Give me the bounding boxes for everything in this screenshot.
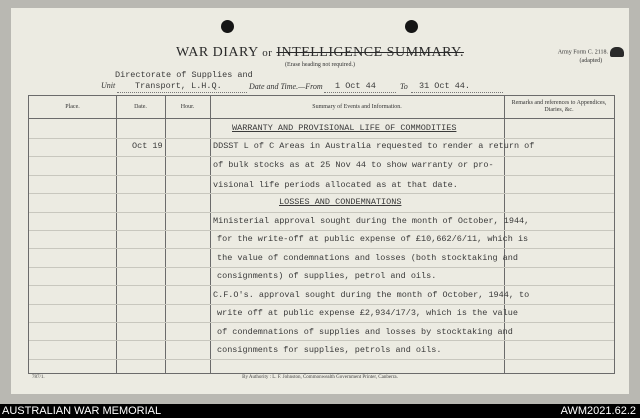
form-title — [11, 45, 629, 61]
col-header-summary: Summary of Events and Information. — [312, 103, 402, 110]
heading-losses: LOSSES AND CONDEMNATIONS — [279, 197, 402, 207]
col-header-remarks: Remarks and references to Appendices, Diaries, &c. — [511, 100, 607, 113]
ruled-line — [29, 285, 614, 286]
unit-name-line1: Directorate of Supplies and — [115, 70, 253, 80]
title-or: or — [262, 47, 273, 59]
entry-line: consignments) of supplies, petrol and oils. — [217, 271, 437, 281]
army-form-number: Army Form C. 2118. — [557, 49, 608, 56]
ruled-line — [29, 340, 614, 341]
to-label: To — [400, 82, 408, 91]
war-diary-sheet — [11, 8, 629, 394]
ruled-line — [29, 193, 614, 194]
unit-dotted-line — [117, 92, 247, 93]
caption-source: AUSTRALIAN WAR MEMORIAL — [2, 405, 162, 417]
ruled-line — [29, 359, 614, 360]
ruled-line — [29, 267, 614, 268]
header-divider — [29, 118, 614, 119]
diary-table — [28, 95, 615, 374]
ruled-line — [29, 248, 614, 249]
title-war-diary: WAR DIARY — [176, 45, 259, 60]
col-header-hour: Hour. — [180, 103, 195, 110]
heading-warranty: WARRANTY AND PROVISIONAL LIFE OF COMMODITIES — [232, 123, 457, 133]
entry-line: consignments for supplies, petrols and oils. — [217, 345, 442, 355]
entry-line: C.F.O's. approval sought during the month of October, 1944, to — [213, 290, 530, 300]
date-time-label: Date and Time.—From — [249, 82, 323, 91]
punch-hole-right — [405, 20, 418, 33]
entry-line: Ministerial approval sought during the month of October, 1944, — [213, 216, 530, 226]
entry-line: of condemnations of supplies and losses by stocktaking and — [217, 327, 513, 337]
ruled-line — [29, 156, 614, 157]
ruled-line — [29, 304, 614, 305]
printer-authority: By Authority : L. F. Johnston, Commonwealth Government Printer, Canberra. — [242, 375, 398, 380]
punch-hole-left — [221, 20, 234, 33]
caption-accession: AWM2021.62.2 — [560, 405, 636, 417]
date-to: 31 Oct 44. — [419, 81, 471, 91]
army-form-label — [558, 47, 624, 65]
ruled-line — [29, 322, 614, 323]
col-header-date: Date. — [134, 103, 147, 110]
entry-date: Oct 19 — [132, 141, 163, 151]
ruled-line — [29, 175, 614, 176]
entry-line: DDSST L of C Areas in Australia requested to render a return of — [213, 141, 535, 151]
ruled-line — [29, 230, 614, 231]
from-dotted-line — [324, 92, 396, 93]
col-header-place: Place. — [65, 103, 80, 110]
entry-line: for the write-off at public expense of £10,662/6/11, which is — [217, 234, 529, 244]
crest-icon — [610, 47, 624, 57]
erase-note: (Erase heading not required.) — [285, 62, 355, 68]
entry-line: write off at public expense £2,934/17/3, which is the value — [217, 308, 518, 318]
ruled-line — [29, 138, 614, 139]
entry-line: the value of condemnations and losses (both stocktaking and — [217, 253, 518, 263]
form-code: 787/1. — [32, 375, 45, 380]
unit-label: Unit — [101, 81, 116, 90]
adapted-note: (adapted) — [579, 58, 603, 64]
unit-name-line2: Transport, L.H.Q. — [135, 81, 222, 91]
to-dotted-line — [411, 92, 503, 93]
ruled-line — [29, 212, 614, 213]
entry-line: of bulk stocks as at 25 Nov 44 to show warranty or pro- — [213, 160, 494, 170]
title-intelligence-summary: INTELLIGENCE SUMMARY. — [276, 45, 464, 60]
caption-bar — [0, 404, 640, 418]
date-from: 1 Oct 44 — [335, 81, 376, 91]
entry-line: visional life periods allocated as at that date. — [213, 180, 458, 190]
